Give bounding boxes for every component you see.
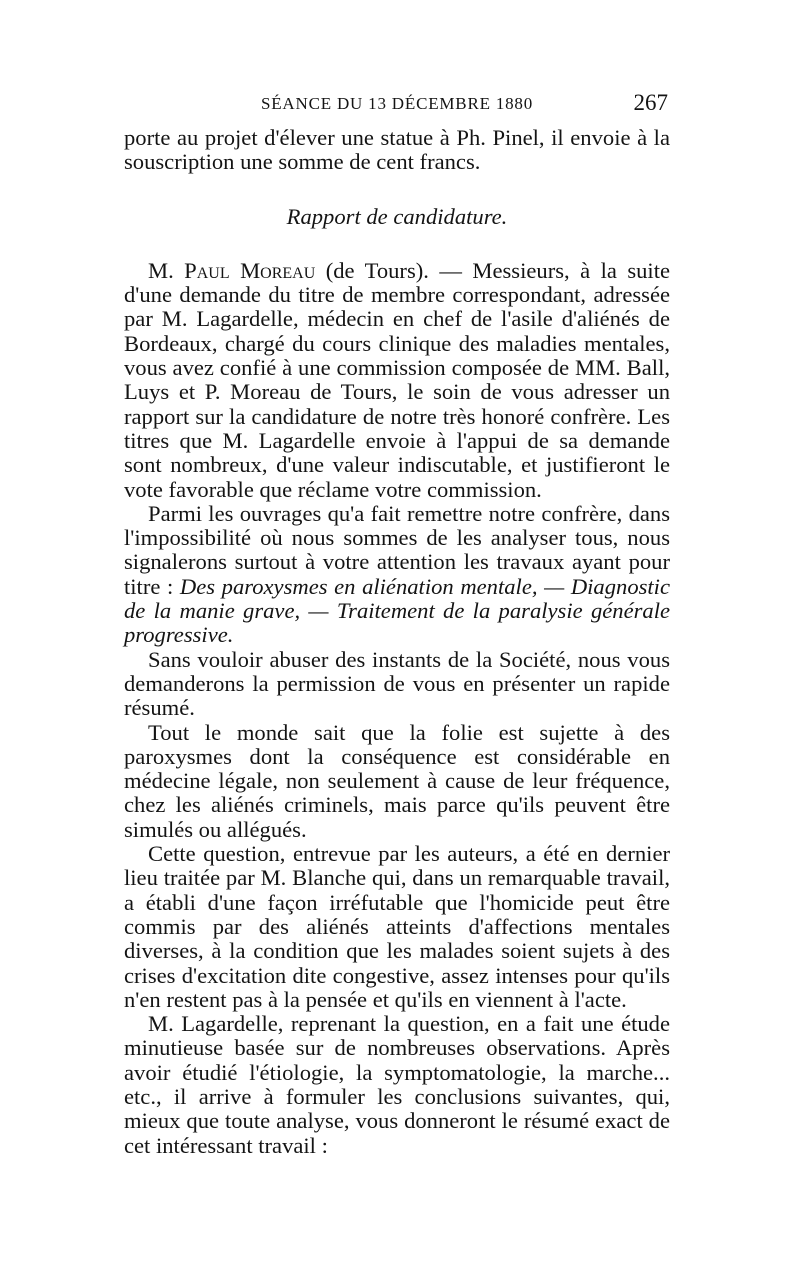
speaker-name: M. Paul Moreau <box>148 257 316 283</box>
paragraph-text: Parmi les ouvrages qu'a fait remettre notre confrère, dans l'impossibilité où nous sommes de les analyser tous, nous signalerons surtout à votre attention les travaux ayant pour titre : <box>124 500 670 599</box>
paragraph: Sans vouloir abuser des instants de la Société, nous vous demanderons la permission de vous en présenter un rapide résumé. <box>124 646 670 721</box>
paragraph <box>124 259 670 502</box>
running-header <box>124 90 670 120</box>
body-text <box>124 126 670 1158</box>
running-title: SÉANCE DU 13 DÉCEMBRE 1880 <box>260 94 534 113</box>
paragraph: Tout le monde sait que la folie est sujette à des paroxysmes dont la conséquence est considérable en médecine légale, non seulement à cause de leur fréquence, chez les aliénés criminels, mais parce qu'ils peuvent être simulés ou allégués. <box>124 719 670 842</box>
paragraph <box>124 502 670 648</box>
section-title: Rapport de candidature. <box>286 203 508 229</box>
paragraph: Cette question, entrevue par les auteurs, a été en dernier lieu traitée par M. Blanche qui, dans un remarquable travail, a établi d'une façon irréfutable que l'homicide peut être commis par des aliénés atteints d'affections mentales diverses, à la condition que les malades soient sujets à des crises d'excitation dite congestive, assez intenses pour qu'ils n'en restent pas à la pensée et qu'ils en viennent à l'acte. <box>124 841 670 1012</box>
paragraph: M. Lagardelle, reprenant la question, en a fait une étude minutieuse basée sur de nombreuses observations. Après avoir étudié l'étiologie, la symptomatologie, la marche... etc., il arrive à formuler les conclusions suivantes, qui, mieux que toute analyse, vous donneront le résumé exact de cet intéressant travail : <box>124 1011 670 1158</box>
paragraph-text: (de Tours). — Messieurs, à la suite d'une demande du titre de membre correspondant, adressée par M. Lagardelle, médecin en chef de l'asile d'aliénés de Bordeaux, chargé du cours clinique des maladies mentales, vous avez confié à une commission composée de MM. Ball, Luys et P. Moreau de Tours, le soin de vous adresser un rapport sur la candidature de notre très honoré confrère. Les titres que M. Lagardelle envoie à l'appui de sa demande sont nombreux, d'une valeur indiscutable, et justifieront le vote favorable que réclame votre commission. <box>124 257 671 502</box>
work-titles: Des paroxysmes en aliénation mentale, — Diagnostic de la manie grave, — Traitement de la paralysie générale progressive. <box>124 573 670 648</box>
paragraph: porte au projet d'élever une statue à Ph. Pinel, il envoie à la souscription une somme de cent francs. <box>124 125 670 175</box>
page-number: 267 <box>633 90 668 115</box>
